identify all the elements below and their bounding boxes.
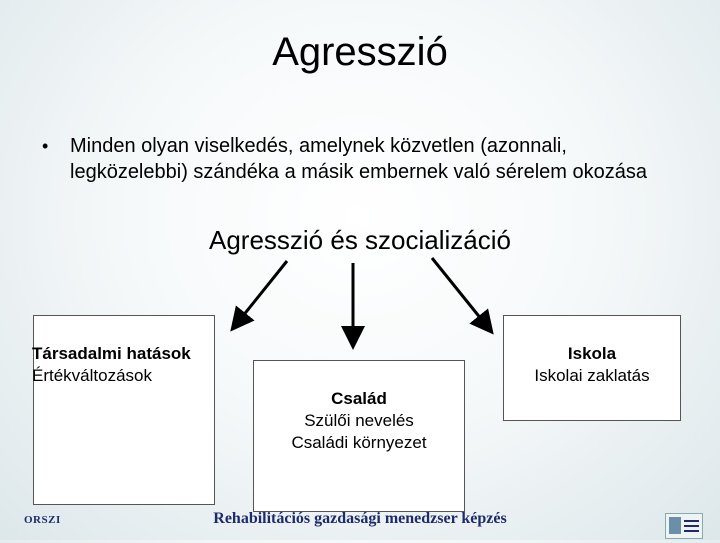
- slide-title: Agresszió: [272, 30, 448, 74]
- arrow-left: [234, 261, 287, 327]
- box-right-line1: Iskolai zaklatás: [534, 366, 650, 385]
- box-left-head: Társadalmi hatások: [32, 344, 191, 363]
- arrow-right: [432, 258, 490, 330]
- program-logo-icon: [665, 513, 703, 539]
- box-family: [253, 360, 465, 512]
- bullet-icon: •: [42, 136, 49, 156]
- box-center-line1: Szülői nevelés: [304, 411, 414, 430]
- box-center-head: Család: [331, 389, 387, 408]
- footer-program-text: Rehabilitációs gazdasági menedzser képzés: [213, 510, 507, 527]
- orszi-logo: ORSZI: [24, 514, 61, 526]
- box-social-influences: [33, 315, 215, 505]
- box-right-head: Iskola: [567, 344, 617, 363]
- box-center-line2: Családi környezet: [291, 433, 427, 452]
- box-school: [503, 315, 681, 421]
- diagram-subtitle: Agresszió és szocializáció: [208, 225, 511, 255]
- bullet-text: Minden olyan viselkedés, amelynek közvetlen (azonnali, legközelebbi) szándéka a másik embernek való sérelem okozása: [70, 135, 647, 183]
- box-left-line1: Értékváltozások: [32, 366, 152, 385]
